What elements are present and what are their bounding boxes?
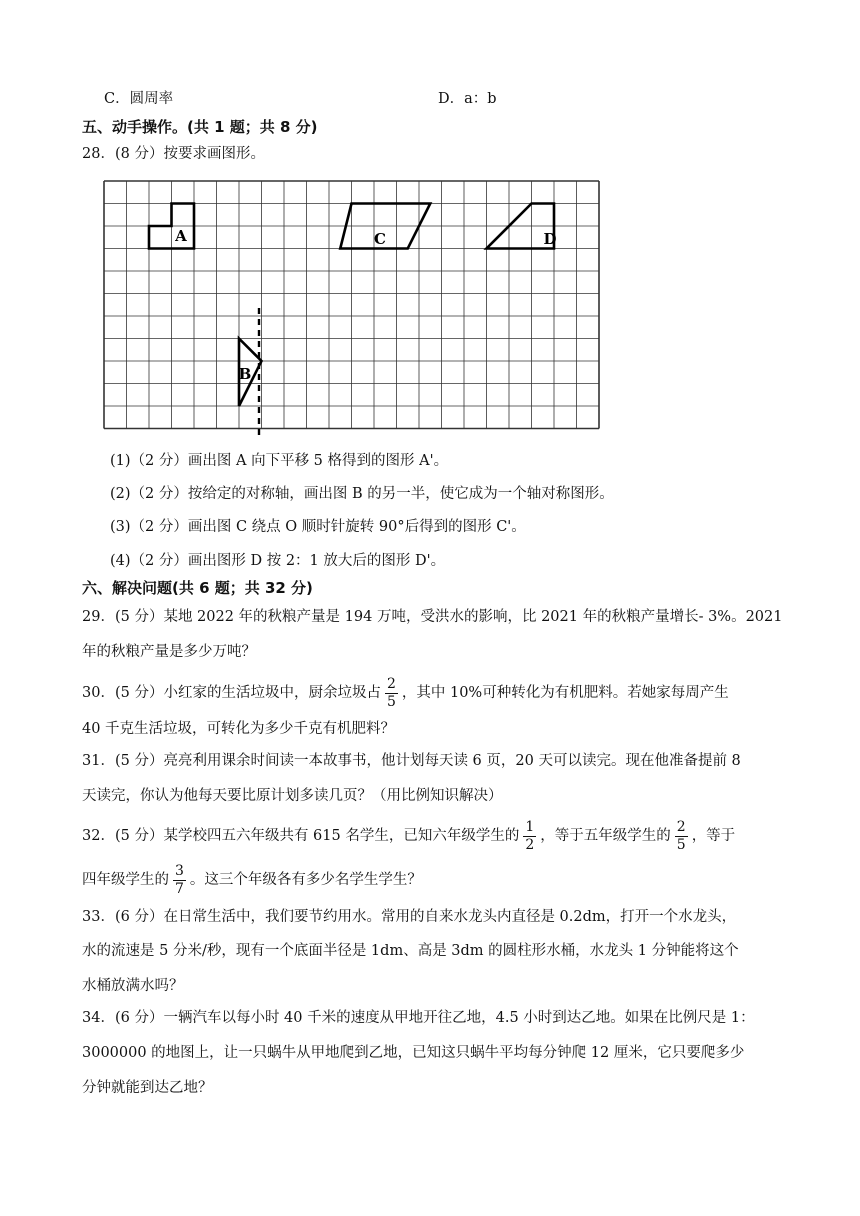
- q32-text-l2pre: 四年级学生的: [82, 872, 169, 889]
- fraction-3-7: $\frac{3}{7}$: [175, 863, 184, 897]
- option-c: C．圆周率: [104, 91, 174, 107]
- q29-line-1: 29．(5 分）某地 2022 年的秋粮产量是 194 万吨，受洪水的影响，比 2021 年的秋粮产量增长- 3%。2021: [82, 609, 783, 625]
- q32-text-post: ，等于: [691, 828, 736, 845]
- shape-c-label: C: [374, 230, 386, 248]
- q30-line-2: 40 千克生活垃圾，可转化为多少千克有机肥料？: [82, 721, 396, 737]
- q33-line-1: 33．(6 分）在日常生活中，我们要节约用水。常用的自来水龙头内直径是 0.2dm，打开一个水龙头，: [82, 909, 737, 925]
- shape-b-label: B: [238, 365, 252, 383]
- fraction-2-5: $\frac{2}{5}$: [386, 676, 396, 710]
- q30-line-1: [82, 677, 729, 709]
- q32-line-2: [82, 864, 422, 896]
- q33-line-3: 水桶放满水吗？: [82, 978, 184, 994]
- q28-part-1: (1)（2 分）画出图 A 向下平移 5 格得到的图形 A'。: [110, 453, 449, 469]
- q30-text-pre: 30．(5 分）小红家的生活垃圾中，厨余垃圾占: [82, 685, 381, 702]
- q32-text-mid: ，等于五年级学生的: [540, 828, 671, 845]
- q28-part-3: (3)（2 分）画出图 C 绕点 O 顺时针旋转 90°后得到的图形 C'。: [110, 519, 526, 535]
- q32-text-l2post: 。这三个年级各有多少名学生学生？: [189, 872, 422, 889]
- q30-text-post: ，其中 10%可种转化为有机肥料。若她家每周产生: [401, 685, 729, 702]
- q31-line-1: 31．(5 分）亮亮利用课余时间读一本故事书，他计划每天读 6 页，20 天可以读完。现在他准备提前 8: [82, 753, 741, 769]
- section-5-title: 五、动手操作。(共 1 题；共 8 分): [82, 118, 318, 136]
- q31-line-2: 天读完，你认为他每天要比原计划多读几页？（用比例知识解决）: [82, 788, 503, 804]
- fraction-2-5b: $\frac{2}{5}$: [676, 819, 686, 853]
- q28-stem: 28．(8 分）按要求画图形。: [82, 146, 265, 162]
- section-6-title: 六、解决问题(共 6 题；共 32 分): [82, 579, 313, 597]
- q32-text-pre: 32．(5 分）某学校四五六年级共有 615 名学生，已知六年级学生的: [82, 828, 520, 845]
- shape-d-label: D: [543, 230, 557, 248]
- q28-part-2: (2)（2 分）按给定的对称轴，画出图 B 的另一半，使它成为一个轴对称图形。: [110, 486, 614, 502]
- q34-line-3: 分钟就能到达乙地？: [82, 1080, 213, 1096]
- q34-line-1: 34．(6 分）一辆汽车以每小时 40 千米的速度从甲地开往乙地，4.5 小时到达乙地。如果在比例尺是 1：: [82, 1010, 755, 1026]
- grid-lines: [104, 181, 599, 429]
- fraction-1-2: $\frac{1}{2}$: [525, 819, 535, 853]
- q32-line-1: [82, 820, 735, 852]
- q28-part-4: (4)（2 分）画出图形 D 按 2：1 放大后的图形 D'。: [110, 553, 446, 569]
- option-d: D．a：b: [438, 91, 497, 107]
- q34-line-2: 3000000 的地图上，让一只蜗牛从甲地爬到乙地，已知这只蜗牛平均每分钟爬 12 厘米，它只要爬多少: [82, 1045, 745, 1061]
- shape-a-label: A: [175, 227, 187, 245]
- q33-line-2: 水的流速是 5 分米/秒，现有一个底面半径是 1dm、高是 3dm 的圆柱形水桶，水龙头 1 分钟能将这个: [82, 943, 739, 959]
- q29-line-2: 年的秋粮产量是多少万吨？: [82, 644, 256, 660]
